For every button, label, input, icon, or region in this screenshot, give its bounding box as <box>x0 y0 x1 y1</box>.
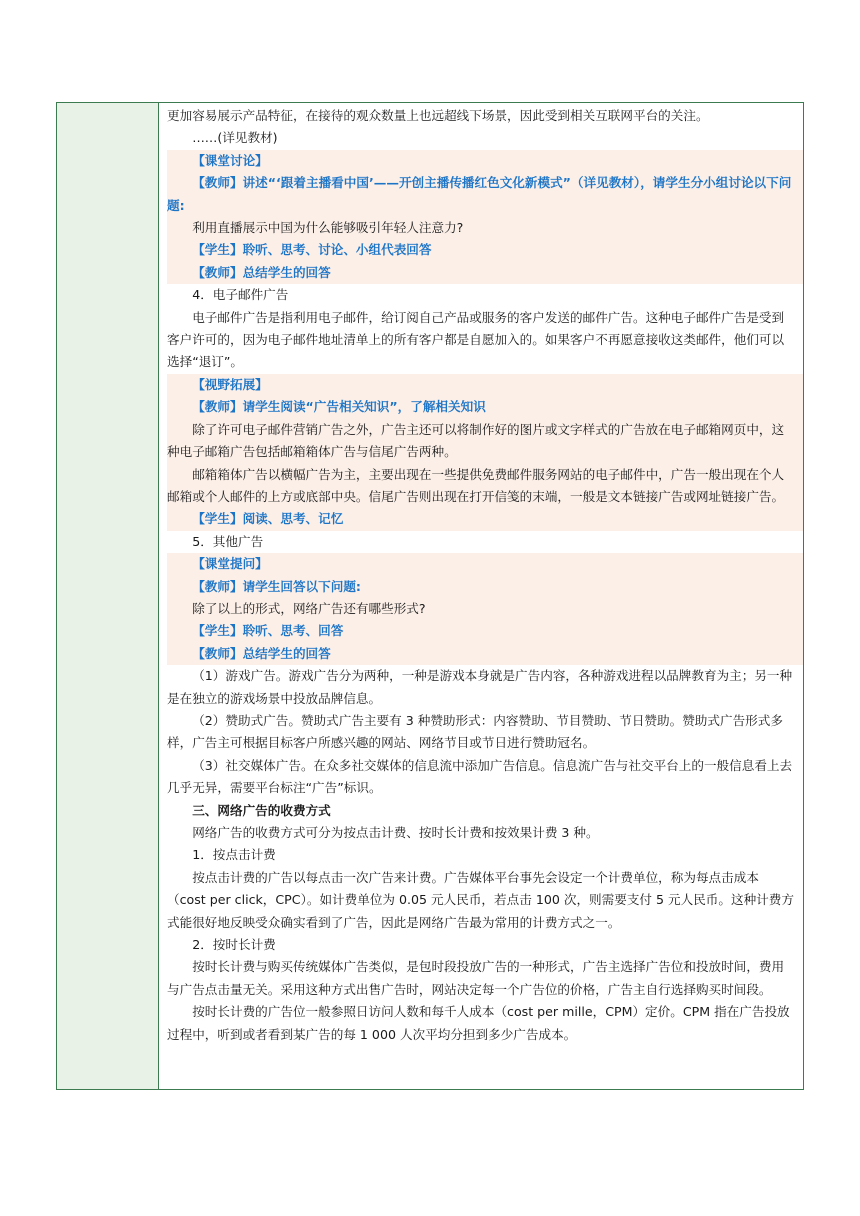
paragraph: （3）社交媒体广告。在众多社交媒体的信息流中添加广告信息。信息流广告与社交平台上的一般信息看上去几乎无异，需要平台标注“广告”标识。 <box>167 757 793 796</box>
section-label: 【教师】讲述“‘跟着主播看中国’——开创主播传播红色文化新模式”（详见教材），请学生分小组讨论以下问题: <box>167 172 803 217</box>
section-label: 【课堂讨论】 <box>167 150 803 172</box>
paragraph: ……(详见教材) <box>192 130 278 146</box>
section-label: 【学生】聆听、思考、讨论、小组代表回答 <box>167 239 803 261</box>
left-column <box>57 103 159 1089</box>
paragraph: 2．按时长计费 <box>192 937 276 953</box>
paragraph: （2）赞助式广告。赞助式广告主要有 3 种赞助形式：内容赞助、节目赞助、节日赞助。赞助式广告形式多样，广告主可根据目标客户所感兴趣的网站、网络节目或节日进行赞助冠名。 <box>167 712 783 751</box>
section-label: 【学生】聆听、思考、回答 <box>167 620 803 642</box>
paragraph: 邮箱箱体广告以横幅广告为主，主要出现在一些提供免费邮件服务网站的电子邮件中，广告一般出现在个人邮箱或个人邮件的上方或底部中央。信尾广告则出现在打开信笺的末端，一般是文本链接广告或网址链接广告。 <box>167 464 803 509</box>
paragraph: 除了以上的形式，网络广告还有哪些形式? <box>167 598 803 620</box>
section-label: 【学生】阅读、思考、记忆 <box>167 508 803 530</box>
section-label: 【教师】请学生阅读“广告相关知识”，了解相关知识 <box>167 396 803 418</box>
paragraph: 按点击计费的广告以每点击一次广告来计费。广告媒体平台事先会设定一个计费单位，称为每点击成本（cost per click，CPC）。如计费单位为 0.05 元人民币，若点击 100 次，则需要支付 5 元人民币。这种计费方式能很好地反映受众确实看到了广告，因此是网络广告最为常用的计费方式之一。 <box>167 869 794 930</box>
paragraph: 1．按点击计费 <box>192 847 276 863</box>
section-label: 【教师】总结学生的回答 <box>167 643 803 665</box>
section-label: 【视野拓展】 <box>167 374 803 396</box>
section-label: 【课堂提问】 <box>167 553 803 575</box>
paragraph: 按时长计费与购买传统媒体广告类似，是包时段投放广告的一种形式，广告主选择广告位和投放时间，费用与广告点击量无关。采用这种方式出售广告时，网站决定每一个广告位的价格，广告主自行选择购买时间段。 <box>167 959 785 997</box>
section-heading: 三、网络广告的收费方式 <box>192 802 331 818</box>
paragraph: 4．电子邮件广告 <box>192 287 289 303</box>
paragraph: （1）游戏广告。游戏广告分为两种，一种是游戏本身就是广告内容，各种游戏进程以品牌教育为主；另一种是在独立的游戏场景中投放品牌信息。 <box>167 668 793 706</box>
paragraph: 更加容易展示产品特征，在接待的观众数量上也远超线下场景，因此受到相关互联网平台的关注。 <box>167 108 709 123</box>
paragraph: 按时长计费的广告位一般参照日访问人数和每千人成本（cost per mille，CPM）定价。CPM 指在广告投放过程中，听到或者看到某广告的每 1 000 人次平均分担到多少广告成本。 <box>167 1004 790 1042</box>
paragraph: 网络广告的收费方式可分为按点击计费、按时长计费和按效果计费 3 种。 <box>192 825 599 840</box>
section-label: 【教师】总结学生的回答 <box>167 262 803 284</box>
paragraph: 5．其他广告 <box>192 533 264 549</box>
lesson-table <box>56 102 804 1090</box>
lesson-content <box>159 103 803 1089</box>
paragraph: 利用直播展示中国为什么能够吸引年轻人注意力? <box>167 217 803 239</box>
paragraph: 除了许可电子邮件营销广告之外，广告主还可以将制作好的图片或文字样式的广告放在电子邮箱网页中，这种电子邮箱广告包括邮箱箱体广告与信尾广告两种。 <box>167 419 803 464</box>
section-label: 【教师】请学生回答以下问题: <box>167 576 803 598</box>
paragraph: 电子邮件广告是指利用电子邮件，给订阅自己产品或服务的客户发送的邮件广告。这种电子邮件广告是受到客户许可的，因为电子邮件地址清单上的所有客户都是自愿加入的。如果客户不再愿意接收这类邮件，他们可以选择“退订”。 <box>167 309 785 370</box>
